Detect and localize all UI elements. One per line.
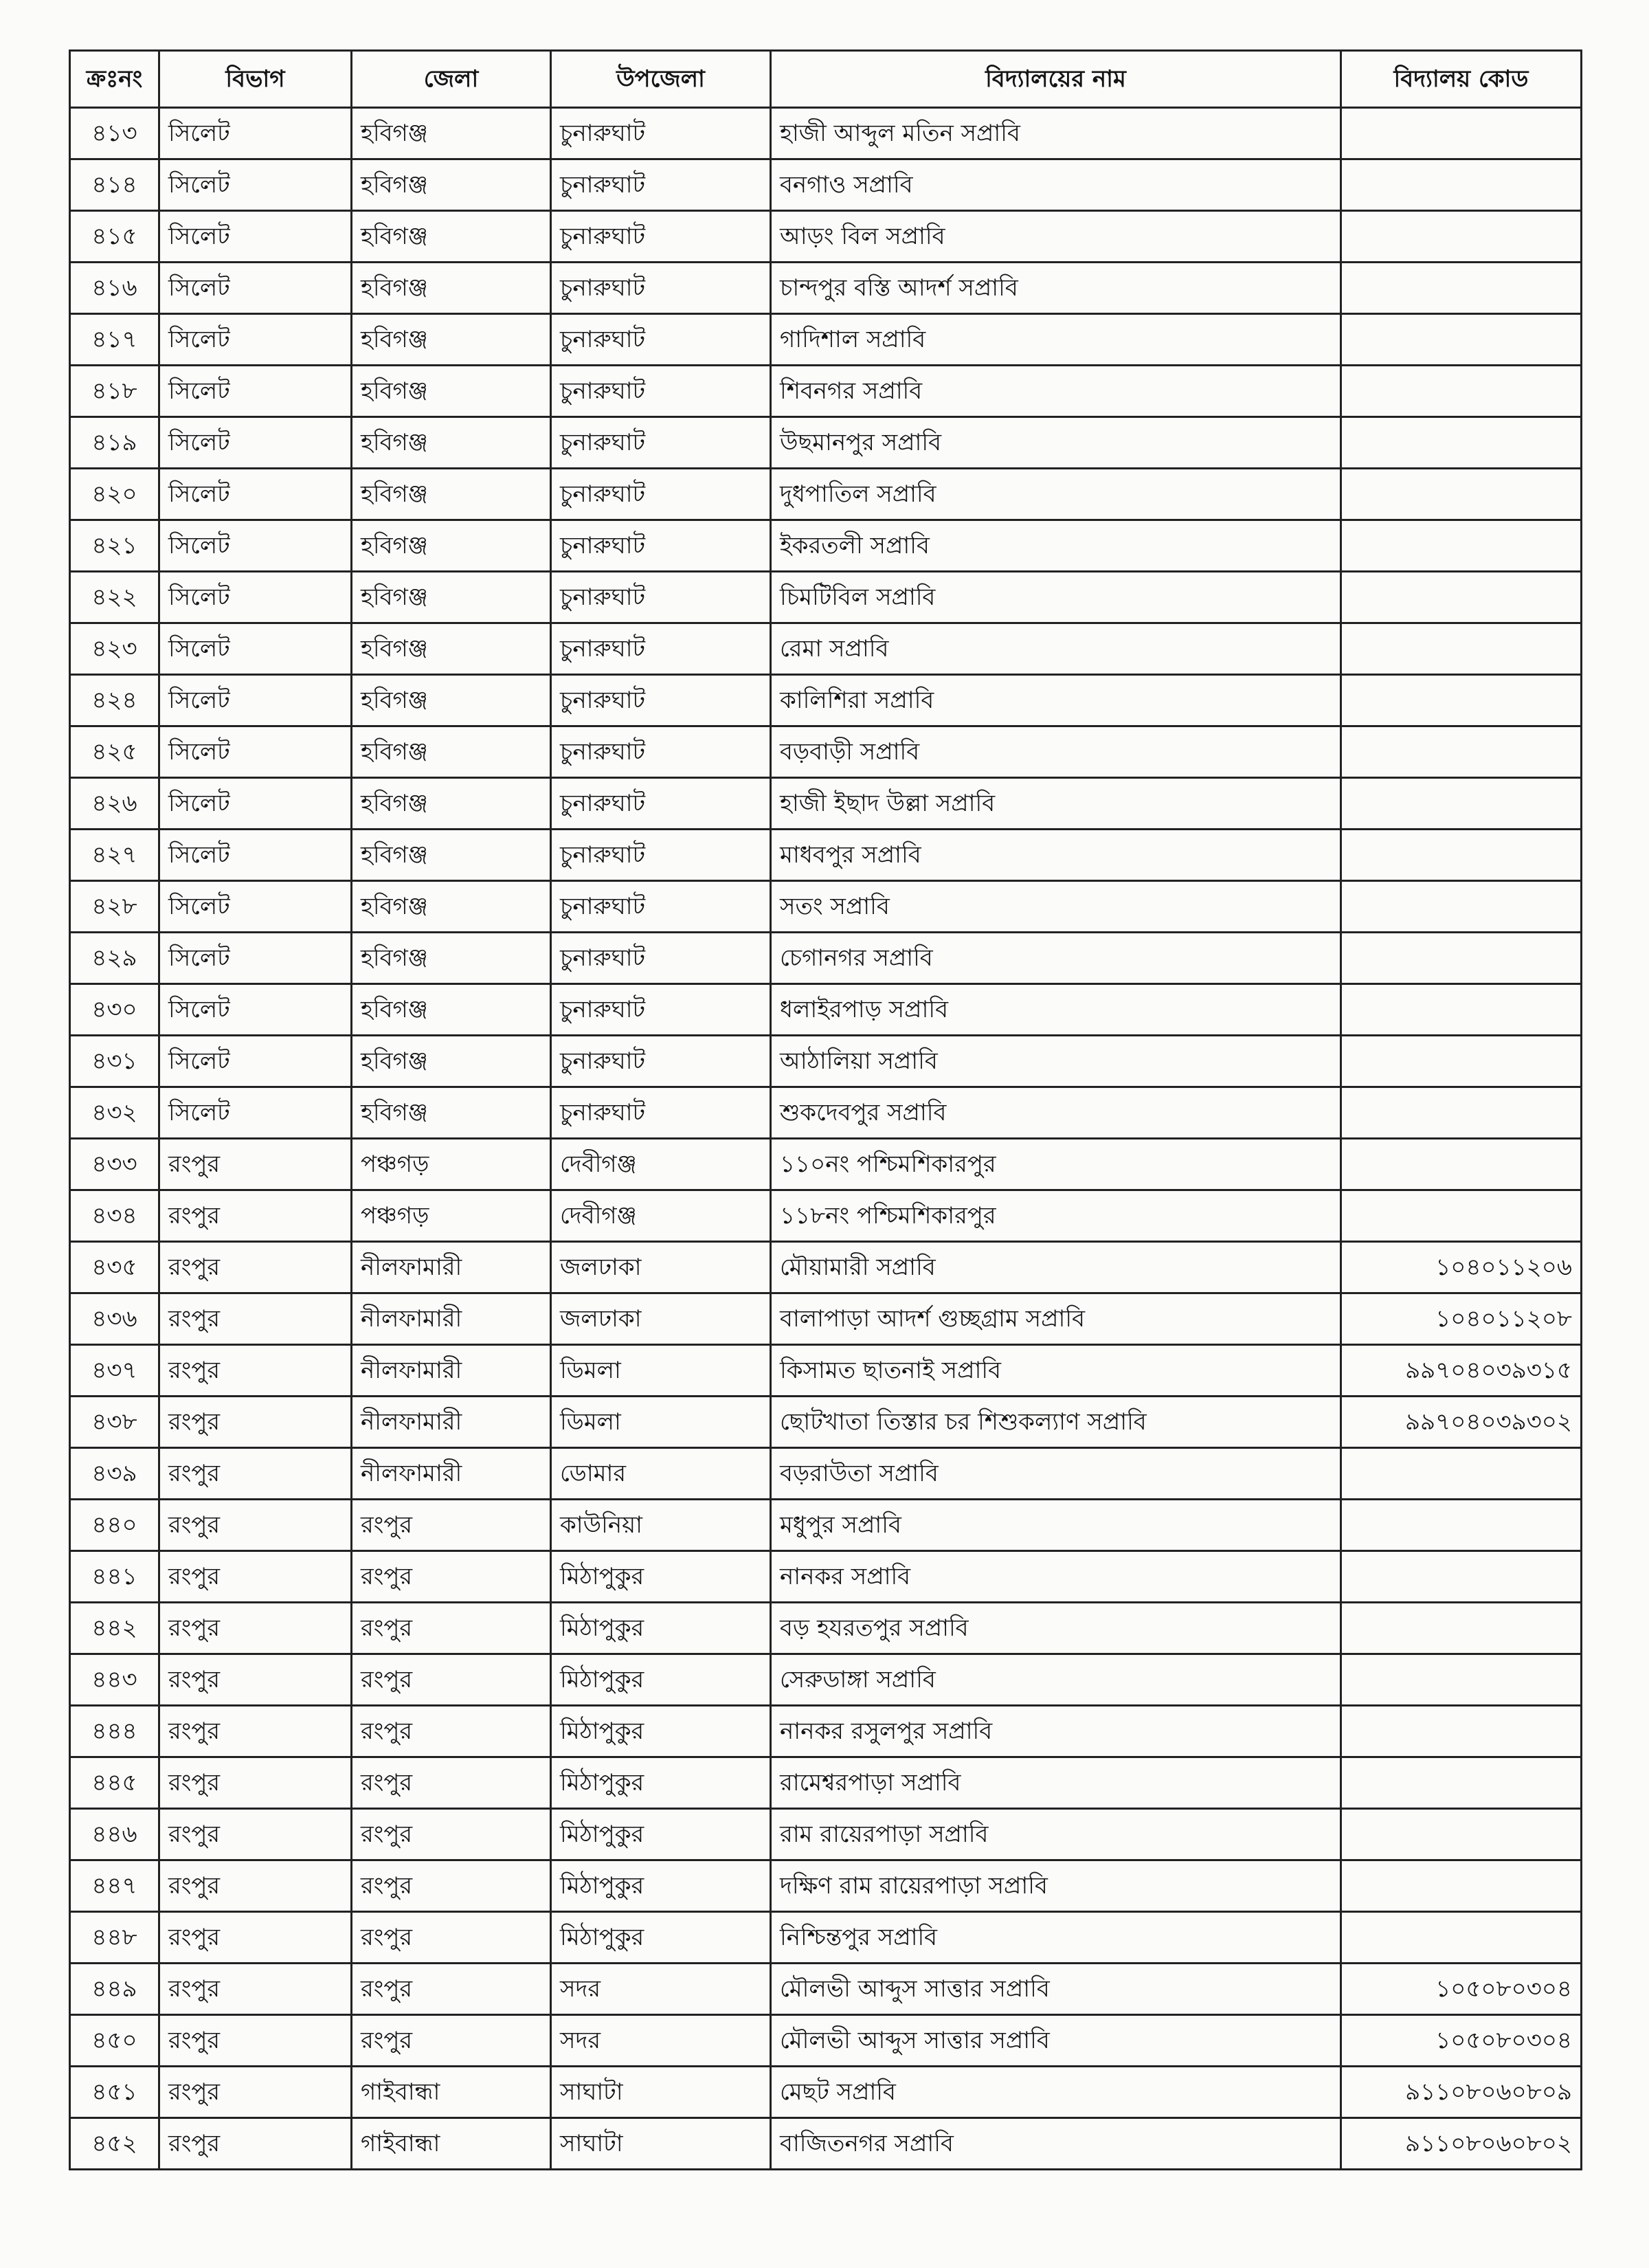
division-cell: সিলেট: [159, 933, 352, 984]
upazila-cell: জলঢাকা: [551, 1293, 771, 1345]
upazila-cell: ডিমলা: [551, 1397, 771, 1448]
upazila-cell: চুনারুঘাট: [551, 572, 771, 623]
school-name-cell: দক্ষিণ রাম রায়েরপাড়া সপ্রাবি: [771, 1860, 1341, 1912]
school-code-cell: [1341, 1809, 1582, 1860]
table-row: [70, 1551, 1582, 1603]
division-cell: সিলেট: [159, 263, 352, 314]
school-code-cell: [1341, 1603, 1582, 1654]
upazila-cell: চুনারুঘাট: [551, 1087, 771, 1139]
school-name-cell: রামেশ্বরপাড়া সপ্রাবি: [771, 1757, 1341, 1809]
district-cell: নীলফামারী: [352, 1345, 551, 1397]
table-row: [70, 1397, 1582, 1448]
serial-cell: ৪৫১: [70, 2067, 159, 2118]
table-row: [70, 1345, 1582, 1397]
district-cell: গাইবান্ধা: [352, 2067, 551, 2118]
serial-cell: ৪৩৯: [70, 1448, 159, 1500]
school-name-cell: শিবনগর সপ্রাবি: [771, 366, 1341, 417]
upazila-cell: চুনারুঘাট: [551, 417, 771, 469]
school-code-cell: [1341, 726, 1582, 778]
district-cell: হবিগঞ্জ: [352, 159, 551, 211]
division-cell: সিলেট: [159, 675, 352, 726]
district-cell: রংপুর: [352, 1809, 551, 1860]
district-cell: হবিগঞ্জ: [352, 675, 551, 726]
school-code-cell: [1341, 881, 1582, 933]
division-cell: রংপুর: [159, 1293, 352, 1345]
serial-cell: ৪২২: [70, 572, 159, 623]
serial-cell: ৪২৬: [70, 778, 159, 830]
serial-cell: ৪১৬: [70, 263, 159, 314]
district-cell: নীলফামারী: [352, 1293, 551, 1345]
upazila-cell: ডিমলা: [551, 1345, 771, 1397]
district-cell: হবিগঞ্জ: [352, 726, 551, 778]
school-name-cell: আঠালিয়া সপ্রাবি: [771, 1036, 1341, 1087]
table-row: [70, 417, 1582, 469]
district-cell: রংপুর: [352, 1706, 551, 1757]
serial-cell: ৪৪১: [70, 1551, 159, 1603]
table-row: [70, 1654, 1582, 1706]
upazila-cell: চুনারুঘাট: [551, 108, 771, 159]
serial-cell: ৪২৮: [70, 881, 159, 933]
school-code-cell: [1341, 159, 1582, 211]
serial-cell: ৪৩৮: [70, 1397, 159, 1448]
upazila-cell: সাঘাটা: [551, 2067, 771, 2118]
header-district: জেলা: [352, 51, 551, 108]
school-name-cell: ১১০নং পশ্চিমশিকারপুর: [771, 1139, 1341, 1190]
school-code-cell: [1341, 1706, 1582, 1757]
division-cell: সিলেট: [159, 211, 352, 263]
school-name-cell: মধুপুর সপ্রাবি: [771, 1500, 1341, 1551]
school-code-cell: [1341, 1860, 1582, 1912]
division-cell: সিলেট: [159, 778, 352, 830]
division-cell: রংপুর: [159, 2118, 352, 2170]
division-cell: রংপুর: [159, 1603, 352, 1654]
district-cell: হবিগঞ্জ: [352, 623, 551, 675]
school-code-cell: [1341, 1139, 1582, 1190]
school-code-cell: ৯৯৭০৪০৩৯৩০২: [1341, 1397, 1582, 1448]
school-code-cell: [1341, 1448, 1582, 1500]
header-upazila: উপজেলা: [551, 51, 771, 108]
school-name-cell: কিসামত ছাতনাই সপ্রাবি: [771, 1345, 1341, 1397]
district-cell: হবিগঞ্জ: [352, 417, 551, 469]
upazila-cell: চুনারুঘাট: [551, 366, 771, 417]
school-name-cell: মেছট সপ্রাবি: [771, 2067, 1341, 2118]
table-row: [70, 211, 1582, 263]
division-cell: রংপুর: [159, 1242, 352, 1293]
upazila-cell: সদর: [551, 2015, 771, 2067]
district-cell: হবিগঞ্জ: [352, 881, 551, 933]
table-row: [70, 1139, 1582, 1190]
serial-cell: ৪৩৬: [70, 1293, 159, 1345]
serial-cell: ৪৩০: [70, 984, 159, 1036]
serial-cell: ৪৫২: [70, 2118, 159, 2170]
serial-cell: ৪১৮: [70, 366, 159, 417]
serial-cell: ৪২৪: [70, 675, 159, 726]
division-cell: রংপুর: [159, 2015, 352, 2067]
division-cell: সিলেট: [159, 366, 352, 417]
school-code-cell: [1341, 1551, 1582, 1603]
upazila-cell: চুনারুঘাট: [551, 469, 771, 520]
school-name-cell: হাজী ইছাদ উল্লা সপ্রাবি: [771, 778, 1341, 830]
table-row: [70, 1190, 1582, 1242]
division-cell: সিলেট: [159, 881, 352, 933]
school-code-cell: [1341, 1757, 1582, 1809]
district-cell: হবিগঞ্জ: [352, 572, 551, 623]
school-code-cell: ১০৫০৮০৩০৪: [1341, 1964, 1582, 2015]
serial-cell: ৪৩১: [70, 1036, 159, 1087]
school-code-cell: ১০৫০৮০৩০৪: [1341, 2015, 1582, 2067]
school-name-cell: গাদিশাল সপ্রাবি: [771, 314, 1341, 366]
upazila-cell: দেবীগঞ্জ: [551, 1190, 771, 1242]
table-row: [70, 675, 1582, 726]
upazila-cell: মিঠাপুকুর: [551, 1860, 771, 1912]
district-cell: নীলফামারী: [352, 1448, 551, 1500]
division-cell: সিলেট: [159, 520, 352, 572]
serial-cell: ৪১৭: [70, 314, 159, 366]
table-row: [70, 984, 1582, 1036]
serial-cell: ৪৫০: [70, 2015, 159, 2067]
district-cell: রংপুর: [352, 1551, 551, 1603]
upazila-cell: মিঠাপুকুর: [551, 1706, 771, 1757]
header-school-code: বিদ্যালয় কোড: [1341, 51, 1582, 108]
serial-cell: ৪১৯: [70, 417, 159, 469]
serial-cell: ৪৪৯: [70, 1964, 159, 2015]
table-row: [70, 1603, 1582, 1654]
school-code-cell: [1341, 469, 1582, 520]
table-row: [70, 2015, 1582, 2067]
school-code-cell: [1341, 417, 1582, 469]
table-row: [70, 1448, 1582, 1500]
district-cell: হবিগঞ্জ: [352, 778, 551, 830]
table-row: [70, 159, 1582, 211]
table-row: [70, 1036, 1582, 1087]
school-name-cell: মাধবপুর সপ্রাবি: [771, 830, 1341, 881]
school-name-cell: নিশ্চিন্তপুর সপ্রাবি: [771, 1912, 1341, 1964]
table-row: [70, 778, 1582, 830]
serial-cell: ৪২৫: [70, 726, 159, 778]
school-name-cell: চিমটিবিল সপ্রাবি: [771, 572, 1341, 623]
school-code-cell: [1341, 1500, 1582, 1551]
serial-cell: ৪২১: [70, 520, 159, 572]
division-cell: রংপুর: [159, 1551, 352, 1603]
division-cell: সিলেট: [159, 314, 352, 366]
district-cell: হবিগঞ্জ: [352, 263, 551, 314]
school-name-cell: বনগাও সপ্রাবি: [771, 159, 1341, 211]
upazila-cell: চুনারুঘাট: [551, 159, 771, 211]
division-cell: সিলেট: [159, 572, 352, 623]
division-cell: রংপুর: [159, 1809, 352, 1860]
district-cell: হবিগঞ্জ: [352, 830, 551, 881]
school-code-cell: [1341, 984, 1582, 1036]
school-list-table: [69, 49, 1582, 2170]
upazila-cell: চুনারুঘাট: [551, 675, 771, 726]
table-row: [70, 520, 1582, 572]
upazila-cell: চুনারুঘাট: [551, 933, 771, 984]
district-cell: হবিগঞ্জ: [352, 1087, 551, 1139]
school-name-cell: নানকর সপ্রাবি: [771, 1551, 1341, 1603]
serial-cell: ৪৪৭: [70, 1860, 159, 1912]
district-cell: নীলফামারী: [352, 1242, 551, 1293]
table-row: [70, 933, 1582, 984]
school-name-cell: কালিশিরা সপ্রাবি: [771, 675, 1341, 726]
serial-cell: ৪৪৫: [70, 1757, 159, 1809]
upazila-cell: চুনারুঘাট: [551, 881, 771, 933]
serial-cell: ৪২৩: [70, 623, 159, 675]
school-code-cell: ৯৯৭০৪০৩৯৩১৫: [1341, 1345, 1582, 1397]
upazila-cell: চুনারুঘাট: [551, 211, 771, 263]
upazila-cell: মিঠাপুকুর: [551, 1912, 771, 1964]
header-row: [70, 51, 1582, 108]
district-cell: হবিগঞ্জ: [352, 108, 551, 159]
table-row: [70, 830, 1582, 881]
serial-cell: ৪৪০: [70, 1500, 159, 1551]
district-cell: রংপুর: [352, 1603, 551, 1654]
table-row: [70, 2067, 1582, 2118]
school-code-cell: [1341, 1190, 1582, 1242]
division-cell: সিলেট: [159, 108, 352, 159]
serial-cell: ৪২০: [70, 469, 159, 520]
district-cell: হবিগঞ্জ: [352, 933, 551, 984]
school-code-cell: [1341, 314, 1582, 366]
serial-cell: ৪২৭: [70, 830, 159, 881]
table-row: [70, 1087, 1582, 1139]
serial-cell: ৪৩৫: [70, 1242, 159, 1293]
upazila-cell: মিঠাপুকুর: [551, 1551, 771, 1603]
division-cell: সিলেট: [159, 159, 352, 211]
upazila-cell: চুনারুঘাট: [551, 984, 771, 1036]
district-cell: হবিগঞ্জ: [352, 520, 551, 572]
upazila-cell: সদর: [551, 1964, 771, 2015]
school-code-cell: ১০৪০১১২০৮: [1341, 1293, 1582, 1345]
school-name-cell: মৌলভী আব্দুস সাত্তার সপ্রাবি: [771, 2015, 1341, 2067]
division-cell: রংপুর: [159, 1654, 352, 1706]
school-code-cell: [1341, 572, 1582, 623]
school-code-cell: [1341, 1912, 1582, 1964]
school-code-cell: [1341, 520, 1582, 572]
division-cell: সিলেট: [159, 469, 352, 520]
division-cell: সিলেট: [159, 726, 352, 778]
school-name-cell: চান্দপুর বস্তি আদর্শ সপ্রাবি: [771, 263, 1341, 314]
serial-cell: ৪৪৬: [70, 1809, 159, 1860]
school-code-cell: [1341, 1036, 1582, 1087]
district-cell: হবিগঞ্জ: [352, 366, 551, 417]
school-code-cell: [1341, 675, 1582, 726]
school-name-cell: সতং সপ্রাবি: [771, 881, 1341, 933]
header-serial: ক্রঃনং: [70, 51, 159, 108]
serial-cell: ৪৩৩: [70, 1139, 159, 1190]
division-cell: রংপুর: [159, 1860, 352, 1912]
table-row: [70, 1757, 1582, 1809]
school-code-cell: [1341, 830, 1582, 881]
school-code-cell: [1341, 933, 1582, 984]
division-cell: সিলেট: [159, 984, 352, 1036]
school-name-cell: মৌলভী আব্দুস সাত্তার সপ্রাবি: [771, 1964, 1341, 2015]
table-row: [70, 2118, 1582, 2170]
school-name-cell: বড় হযরতপুর সপ্রাবি: [771, 1603, 1341, 1654]
school-code-cell: ৯১১০৮০৬০৮০৯: [1341, 2067, 1582, 2118]
school-name-cell: উছমানপুর সপ্রাবি: [771, 417, 1341, 469]
district-cell: পঞ্চগড়: [352, 1190, 551, 1242]
division-cell: রংপুর: [159, 1500, 352, 1551]
division-cell: রংপুর: [159, 1397, 352, 1448]
school-name-cell: বড়বাড়ী সপ্রাবি: [771, 726, 1341, 778]
header-division: বিভাগ: [159, 51, 352, 108]
school-name-cell: ছোটখাতা তিস্তার চর শিশুকল্যাণ সপ্রাবি: [771, 1397, 1341, 1448]
upazila-cell: চুনারুঘাট: [551, 520, 771, 572]
division-cell: রংপুর: [159, 1448, 352, 1500]
table-row: [70, 366, 1582, 417]
division-cell: সিলেট: [159, 830, 352, 881]
table-row: [70, 1860, 1582, 1912]
upazila-cell: মিঠাপুকুর: [551, 1757, 771, 1809]
table-row: [70, 469, 1582, 520]
upazila-cell: চুনারুঘাট: [551, 726, 771, 778]
upazila-cell: কাউনিয়া: [551, 1500, 771, 1551]
school-code-cell: [1341, 623, 1582, 675]
serial-cell: ৪৪৪: [70, 1706, 159, 1757]
upazila-cell: চুনারুঘাট: [551, 263, 771, 314]
division-cell: রংপুর: [159, 1757, 352, 1809]
school-code-cell: [1341, 366, 1582, 417]
upazila-cell: চুনারুঘাট: [551, 1036, 771, 1087]
school-name-cell: হাজী আব্দুল মতিন সপ্রাবি: [771, 108, 1341, 159]
school-code-cell: ৯১১০৮০৬০৮০২: [1341, 2118, 1582, 2170]
division-cell: রংপুর: [159, 1964, 352, 2015]
upazila-cell: জলঢাকা: [551, 1242, 771, 1293]
district-cell: রংপুর: [352, 1757, 551, 1809]
school-name-cell: নানকর রসুলপুর সপ্রাবি: [771, 1706, 1341, 1757]
school-name-cell: বড়রাউতা সপ্রাবি: [771, 1448, 1341, 1500]
upazila-cell: মিঠাপুকুর: [551, 1654, 771, 1706]
table-row: [70, 726, 1582, 778]
division-cell: সিলেট: [159, 623, 352, 675]
district-cell: রংপুর: [352, 2015, 551, 2067]
table-row: [70, 1293, 1582, 1345]
upazila-cell: দেবীগঞ্জ: [551, 1139, 771, 1190]
upazila-cell: সাঘাটা: [551, 2118, 771, 2170]
school-name-cell: ধলাইরপাড় সপ্রাবি: [771, 984, 1341, 1036]
school-code-cell: [1341, 108, 1582, 159]
school-code-cell: [1341, 1654, 1582, 1706]
table-row: [70, 1242, 1582, 1293]
school-code-cell: [1341, 211, 1582, 263]
division-cell: রংপুর: [159, 1706, 352, 1757]
school-name-cell: বাজিতনগর সপ্রাবি: [771, 2118, 1341, 2170]
serial-cell: ৪৪৮: [70, 1912, 159, 1964]
division-cell: রংপুর: [159, 1345, 352, 1397]
school-name-cell: শুকদেবপুর সপ্রাবি: [771, 1087, 1341, 1139]
school-name-cell: ইকরতলী সপ্রাবি: [771, 520, 1341, 572]
school-code-cell: ১০৪০১১২০৬: [1341, 1242, 1582, 1293]
table-row: [70, 1706, 1582, 1757]
school-name-cell: আড়ং বিল সপ্রাবি: [771, 211, 1341, 263]
school-code-cell: [1341, 1087, 1582, 1139]
table-row: [70, 623, 1582, 675]
serial-cell: ৪৩৭: [70, 1345, 159, 1397]
district-cell: রংপুর: [352, 1860, 551, 1912]
division-cell: সিলেট: [159, 417, 352, 469]
division-cell: সিলেট: [159, 1087, 352, 1139]
header-school-name: বিদ্যালয়ের নাম: [771, 51, 1341, 108]
school-name-cell: রাম রায়েরপাড়া সপ্রাবি: [771, 1809, 1341, 1860]
table-row: [70, 881, 1582, 933]
school-name-cell: দুধপাতিল সপ্রাবি: [771, 469, 1341, 520]
district-cell: নীলফামারী: [352, 1397, 551, 1448]
serial-cell: ৪১৪: [70, 159, 159, 211]
serial-cell: ৪১৫: [70, 211, 159, 263]
table-row: [70, 572, 1582, 623]
district-cell: রংপুর: [352, 1654, 551, 1706]
district-cell: হবিগঞ্জ: [352, 469, 551, 520]
district-cell: রংপুর: [352, 1912, 551, 1964]
district-cell: হবিগঞ্জ: [352, 211, 551, 263]
table-row: [70, 263, 1582, 314]
upazila-cell: চুনারুঘাট: [551, 778, 771, 830]
table-row: [70, 108, 1582, 159]
school-name-cell: মৌয়ামারী সপ্রাবি: [771, 1242, 1341, 1293]
upazila-cell: ডোমার: [551, 1448, 771, 1500]
school-code-cell: [1341, 778, 1582, 830]
district-cell: হবিগঞ্জ: [352, 314, 551, 366]
division-cell: রংপুর: [159, 2067, 352, 2118]
district-cell: পঞ্চগড়: [352, 1139, 551, 1190]
division-cell: রংপুর: [159, 1190, 352, 1242]
serial-cell: ৪৩২: [70, 1087, 159, 1139]
district-cell: রংপুর: [352, 1500, 551, 1551]
serial-cell: ৪১৩: [70, 108, 159, 159]
district-cell: হবিগঞ্জ: [352, 984, 551, 1036]
upazila-cell: মিঠাপুকুর: [551, 1603, 771, 1654]
school-name-cell: চেগানগর সপ্রাবি: [771, 933, 1341, 984]
upazila-cell: চুনারুঘাট: [551, 314, 771, 366]
district-cell: হবিগঞ্জ: [352, 1036, 551, 1087]
serial-cell: ৪২৯: [70, 933, 159, 984]
division-cell: সিলেট: [159, 1036, 352, 1087]
upazila-cell: মিঠাপুকুর: [551, 1809, 771, 1860]
serial-cell: ৪৪২: [70, 1603, 159, 1654]
table-row: [70, 314, 1582, 366]
table-row: [70, 1809, 1582, 1860]
table-row: [70, 1964, 1582, 2015]
upazila-cell: চুনারুঘাট: [551, 623, 771, 675]
school-code-cell: [1341, 263, 1582, 314]
table-row: [70, 1912, 1582, 1964]
division-cell: রংপুর: [159, 1139, 352, 1190]
serial-cell: ৪৩৪: [70, 1190, 159, 1242]
table-row: [70, 1500, 1582, 1551]
upazila-cell: চুনারুঘাট: [551, 830, 771, 881]
school-name-cell: সেরুডাঙ্গা সপ্রাবি: [771, 1654, 1341, 1706]
serial-cell: ৪৪৩: [70, 1654, 159, 1706]
district-cell: রংপুর: [352, 1964, 551, 2015]
table-body: [70, 108, 1582, 2170]
division-cell: রংপুর: [159, 1912, 352, 1964]
school-name-cell: বালাপাড়া আদর্শ গুচ্ছগ্রাম সপ্রাবি: [771, 1293, 1341, 1345]
school-name-cell: ১১৮নং পশ্চিমশিকারপুর: [771, 1190, 1341, 1242]
district-cell: গাইবান্ধা: [352, 2118, 551, 2170]
school-name-cell: রেমা সপ্রাবি: [771, 623, 1341, 675]
